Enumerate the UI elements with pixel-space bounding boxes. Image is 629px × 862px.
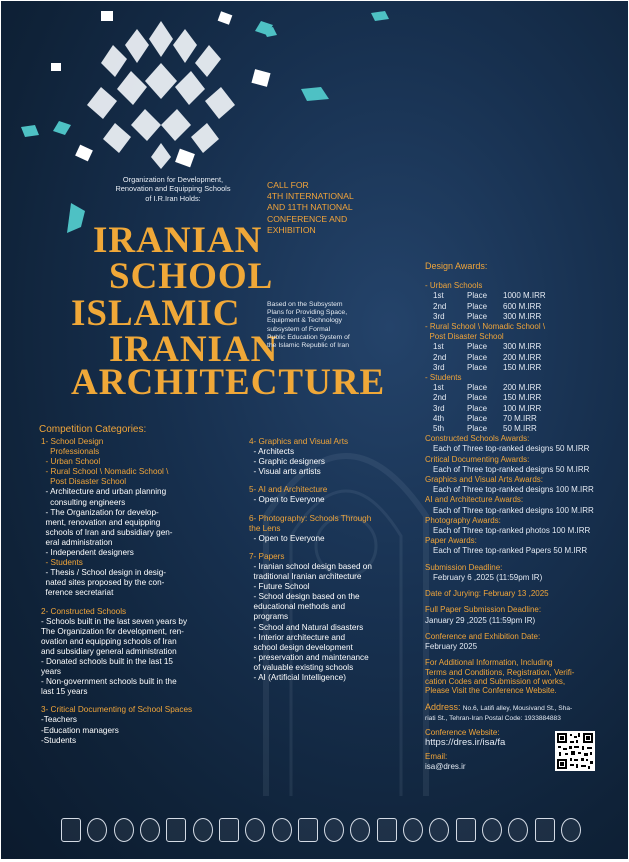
- info-line: For Additional Information, Including: [425, 658, 553, 668]
- category-line: The Organization for development, ren-: [41, 626, 184, 636]
- prize-row: [425, 424, 594, 434]
- category-line: -Teachers: [41, 715, 77, 725]
- prize-cell: Place: [467, 413, 488, 423]
- title-line-5: ARCHITECTURE: [71, 362, 386, 403]
- prize-cell: 4th: [433, 413, 445, 423]
- info-line: cation Codes and Submission of works,: [425, 676, 566, 686]
- category-line: and subsidiary general administration: [41, 646, 177, 656]
- subsystem-line: Equipment & Technology: [267, 317, 343, 325]
- award-title: Photography Awards:: [425, 515, 501, 525]
- subsystem-text: [267, 301, 377, 350]
- student-prizes: [425, 383, 594, 434]
- call-line: CONFERENCE AND: [267, 213, 348, 224]
- prize-row: [425, 383, 594, 393]
- conference-title: Conference and Exhibition Date:: [425, 631, 541, 641]
- category-line: ovation and equipping schools of Iran: [41, 636, 177, 646]
- categories-column-2: [249, 437, 372, 683]
- prize-row: [425, 414, 594, 424]
- awards-section: [425, 261, 594, 772]
- category-line: ment, renovation and equipping: [41, 517, 161, 527]
- category-line: 3- Critical Documenting of School Spaces: [41, 705, 193, 715]
- qr-code-icon[interactable]: [555, 731, 595, 771]
- prize-cell: 150 M.IRR: [503, 393, 542, 403]
- prize-cell: 600 M.IRR: [503, 301, 542, 311]
- award-title: Critical Documenting Awards:: [425, 454, 530, 464]
- sponsor-logo-icon: [61, 818, 81, 842]
- submission-title: Submission Deadline:: [425, 562, 503, 572]
- org-line: of I.R.Iran Holds:: [145, 193, 201, 203]
- sponsor-logo-icon: [403, 818, 423, 842]
- address-label: Address:: [425, 701, 461, 712]
- category-line: Professionals: [41, 447, 100, 457]
- category-line: 4- Graphics and Visual Arts: [249, 437, 349, 446]
- category-line: ference secretariat: [41, 588, 114, 598]
- award-line: Each of Three top-ranked designs 50 M.IRR: [433, 464, 590, 474]
- prize-cell: 3rd: [433, 403, 445, 413]
- award-line: Each of Three top-ranked designs 100 M.IRR: [433, 485, 594, 495]
- category-line: - Rural School \ Nomadic School \: [41, 467, 169, 477]
- sponsor-logos: [61, 815, 581, 845]
- category-line: traditional Iranian architecture: [249, 572, 362, 582]
- organizer-text: [83, 175, 263, 203]
- category-line: -Students: [41, 735, 77, 745]
- category-line: - Open to Everyone: [249, 533, 325, 543]
- submission-date: February 6 ,2025 (11:59pm IR): [433, 572, 543, 582]
- category-line: - Iranian school design based on: [249, 561, 372, 571]
- prize-cell: 70 M.IRR: [503, 413, 537, 423]
- awards-title: Design Awards:: [425, 261, 488, 271]
- category-line: - Independent designers: [41, 548, 134, 558]
- category-line: [249, 506, 372, 514]
- sponsor-logo-icon: [272, 818, 292, 842]
- category-line: schools of Iran and subsidiary gen-: [41, 527, 173, 537]
- prize-row: [425, 302, 594, 312]
- prize-cell: 3rd: [433, 311, 445, 321]
- category-line: - Visual arts artists: [249, 467, 321, 477]
- category-line: 2- Constructed Schools: [41, 606, 127, 616]
- fullpaper-title: Full Paper Submission Deadline:: [425, 605, 542, 615]
- prize-cell: 2nd: [433, 301, 447, 311]
- category-line: [41, 697, 192, 705]
- prize-cell: 2nd: [433, 352, 447, 362]
- category-line: [249, 477, 372, 485]
- category-line: consulting engineers: [41, 497, 126, 507]
- website-label: Conference Website:: [425, 728, 500, 738]
- sponsor-logo-icon: [508, 818, 528, 842]
- award-line: Each of Three top-ranked Papers 50 M.IRR: [433, 546, 588, 556]
- address-line-1: No.6, Latifi alley, Mousivand St., Sha-: [462, 704, 573, 712]
- address-line-2: riati St., Tehran-Iran Postal Code: 1933884883: [425, 714, 561, 722]
- category-line: - School design based on the: [249, 592, 360, 602]
- call-line: AND 11TH NATIONAL: [267, 202, 353, 213]
- sponsor-logo-icon: [377, 818, 397, 842]
- category-line: - Future School: [249, 582, 310, 592]
- prize-cell: Place: [467, 383, 488, 393]
- prize-cell: 5th: [433, 424, 445, 434]
- call-line: 4TH INTERNATIONAL: [267, 191, 354, 202]
- category-line: -Education managers: [41, 725, 119, 735]
- subsystem-line: subsystem of Formal: [267, 325, 331, 333]
- sponsor-logo-icon: [350, 818, 370, 842]
- category-line: - Urban School: [41, 457, 101, 467]
- poster: [1, 1, 628, 859]
- sponsor-logo-icon: [535, 818, 555, 842]
- email-label: Email:: [425, 751, 448, 761]
- website-link[interactable]: https://dres.ir/isa/fa: [425, 737, 506, 749]
- title-line-3: ISLAMIC: [71, 293, 241, 334]
- category-line: - Open to Everyone: [249, 495, 325, 505]
- prize-cell: 1000 M.IRR: [503, 291, 546, 301]
- rural-title-2: Post Disaster School: [425, 332, 504, 342]
- category-line: - Architects: [249, 447, 295, 457]
- competition-categories-title: Competition Categories:: [39, 424, 147, 435]
- category-line: of valuable existing schools: [249, 662, 354, 672]
- category-line: [41, 599, 192, 607]
- sponsor-logo-icon: [456, 818, 476, 842]
- prize-cell: 2nd: [433, 393, 447, 403]
- urban-prizes: [425, 291, 594, 322]
- sponsor-logo-icon: [166, 818, 186, 842]
- prize-cell: Place: [467, 291, 488, 301]
- category-line: the Lens: [249, 523, 281, 533]
- category-line: years: [41, 667, 62, 677]
- category-line: eral administration: [41, 537, 113, 547]
- category-line: - Donated schools built in the last 15: [41, 656, 173, 666]
- prize-cell: 150 M.IRR: [503, 362, 542, 372]
- rural-prizes: [425, 342, 594, 373]
- prize-cell: 1st: [433, 291, 444, 301]
- prize-cell: Place: [467, 362, 488, 372]
- category-line: nated sites proposed by the con-: [41, 578, 165, 588]
- category-line: - Non-government schools built in the: [41, 677, 177, 687]
- prize-row: [425, 291, 594, 301]
- prize-cell: 1st: [433, 342, 444, 352]
- title-line-4: IRANIAN: [109, 329, 279, 370]
- prize-cell: Place: [467, 424, 488, 434]
- sponsor-logo-icon: [219, 818, 239, 842]
- call-line: EXHIBITION: [267, 224, 316, 235]
- subsystem-line: Public Education System of: [267, 333, 350, 341]
- award-title: Paper Awards:: [425, 536, 477, 546]
- sponsor-logo-icon: [87, 818, 107, 842]
- org-line: Renovation and Equipping Schools: [115, 184, 231, 194]
- prize-cell: 200 M.IRR: [503, 352, 542, 362]
- title-line-1: IRANIAN: [93, 220, 263, 261]
- prize-cell: 3rd: [433, 362, 445, 372]
- category-line: school design development: [249, 642, 353, 652]
- sponsor-logo-icon: [429, 818, 449, 842]
- category-line: - preservation and maintenance: [249, 652, 369, 662]
- sponsor-logo-icon: [245, 818, 265, 842]
- category-line: - Students: [41, 558, 83, 568]
- category-line: 7- Papers: [249, 551, 285, 561]
- address-block: [425, 702, 594, 714]
- prize-cell: 300 M.IRR: [503, 342, 542, 352]
- prize-cell: 100 M.IRR: [503, 403, 542, 413]
- category-line: last 15 years: [41, 687, 88, 697]
- category-line: - School and Natural disasters: [249, 622, 364, 632]
- info-line: Terms and Conditions, Registration, Verifi-: [425, 667, 575, 677]
- category-line: educational methods and: [249, 602, 346, 612]
- prize-cell: Place: [467, 311, 488, 321]
- category-line: - Graphic designers: [249, 457, 325, 467]
- award-line: Each of Three top-ranked designs 100 M.IRR: [433, 505, 594, 515]
- prize-row: [425, 353, 594, 363]
- title-line-2: SCHOOL: [109, 256, 274, 297]
- prize-row: [425, 363, 594, 373]
- info-text: [425, 658, 594, 696]
- category-line: - The Organization for develop-: [41, 507, 159, 517]
- info-line: Please Visit the Conference Website.: [425, 686, 557, 696]
- prize-cell: Place: [467, 403, 488, 413]
- prize-cell: Place: [467, 342, 488, 352]
- subsystem-line: Based on the Subsystem: [267, 301, 343, 308]
- call-for-text: [267, 180, 354, 236]
- award-title: AI and Architecture Awards:: [425, 495, 524, 505]
- award-title: Graphics and Visual Arts Awards:: [425, 475, 543, 485]
- org-line: Organization for Development,: [122, 175, 224, 184]
- fullpaper-date: January 29 ,2025 (11:59pm IR): [425, 615, 536, 625]
- category-line: Post Disaster School: [41, 477, 127, 487]
- subsystem-line: the Islamic Republic of Iran: [267, 342, 349, 350]
- sponsor-logo-icon: [298, 818, 318, 842]
- category-line: 1- School Design: [41, 437, 104, 446]
- sponsor-logo-icon: [140, 818, 160, 842]
- jurying-date: Date of Jurying: February 13 ,2025: [425, 589, 549, 599]
- prize-row: [425, 393, 594, 403]
- subsystem-line: Plans for Providing Space,: [267, 309, 348, 317]
- prize-cell: Place: [467, 352, 488, 362]
- prize-cell: 200 M.IRR: [503, 383, 542, 393]
- category-line: - Architecture and urban planning: [41, 487, 167, 497]
- award-line: Each of Three top-ranked designs 50 M.IRR: [433, 444, 590, 454]
- category-line: programs: [249, 612, 289, 622]
- prize-cell: Place: [467, 393, 488, 403]
- category-line: - AI (Artificial Intelligence): [249, 672, 346, 682]
- sponsor-logo-icon: [324, 818, 344, 842]
- award-title: Constructed Schools Awards:: [425, 434, 530, 444]
- urban-title: - Urban Schools: [425, 281, 483, 291]
- prize-cell: 50 M.IRR: [503, 424, 537, 434]
- prize-cell: 300 M.IRR: [503, 311, 542, 321]
- category-line: - Interior architecture and: [249, 632, 346, 642]
- rural-title-1: - Rural School \ Nomadic School \: [425, 322, 546, 332]
- sponsor-logo-icon: [561, 818, 581, 842]
- category-line: 5- AI and Architecture: [249, 485, 328, 495]
- category-line: 6- Photography: Schools Through: [249, 513, 372, 523]
- conference-date: February 2025: [425, 641, 478, 651]
- prize-cell: Place: [467, 301, 488, 311]
- sponsor-logo-icon: [482, 818, 502, 842]
- sponsor-logo-icon: [114, 818, 134, 842]
- category-line: - Thesis / School design in desig-: [41, 568, 166, 578]
- categories-column-1: [41, 437, 192, 746]
- call-line: CALL FOR: [267, 180, 309, 190]
- prize-row: [425, 312, 594, 322]
- prize-cell: 1st: [433, 383, 444, 393]
- category-line: - Schools built in the last seven years by: [41, 616, 188, 626]
- prize-row: [425, 404, 594, 414]
- award-line: Each of Three top-ranked photos 100 M.IRR: [433, 526, 591, 536]
- other-awards: [425, 434, 594, 556]
- sponsor-logo-icon: [193, 818, 213, 842]
- prize-row: [425, 342, 594, 352]
- email-link[interactable]: isa@dres.ir: [425, 761, 466, 771]
- students-title: - Students: [425, 373, 462, 383]
- category-line: [249, 544, 372, 552]
